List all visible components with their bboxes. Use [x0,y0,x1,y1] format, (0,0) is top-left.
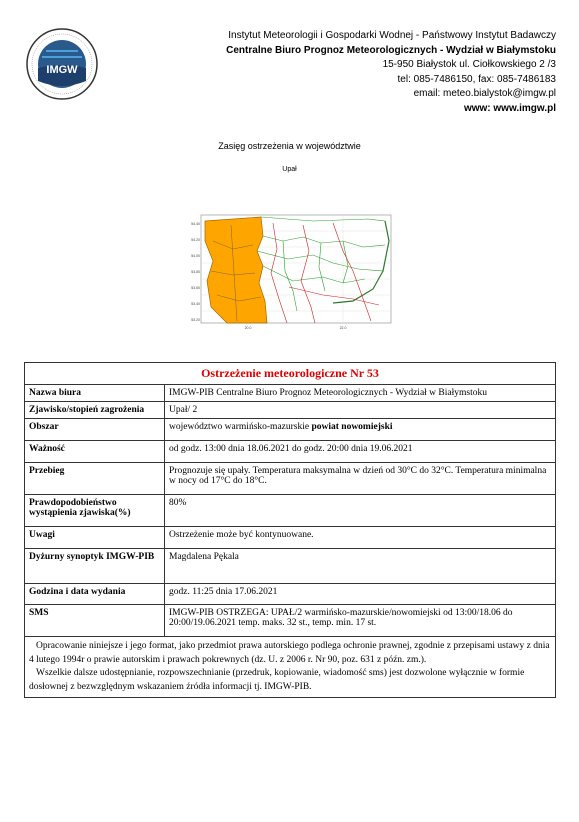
copyright-paragraph: Opracowanie niniejsze i jego format, jako przedmiot prawa autorskiego podlega ochronie prawnej, zgodnie z przepisami ustawy z dnia 4 lutego 1994r o prawie autorskim i prawach pokrewnych (dz. U. z 2006 r. Nr 90, poz. 631 z późn. zm.). [29,641,550,665]
row-label: Ważność [25,441,165,463]
lat-label: 53.40 [191,302,200,306]
row-value: od godz. 13:00 dnia 18.06.2021 do godz. 20:00 dnia 19.06.2021 [165,441,556,463]
table-row [25,385,556,402]
lat-label: 54.00 [191,254,200,258]
address: 15-950 Białystok ul. Ciołkowskiego 2 /3 [382,59,556,70]
phone-fax: tel: 085-7486150, fax: 085-7486183 [397,73,556,85]
office-name: Centralne Biuro Prognoz Meteorologicznych - Wydział w Białymstoku [226,44,556,56]
table-row [25,495,556,527]
institute-name: Instytut Meteorologii i Gospodarki Wodnej - Państwowy Instytut Badawczy [228,30,556,41]
row-value: Prognozuje się upały. Temperatura maksymalna w dzień od 30°C do 32°C. Temperatura minimalna w nocy od 17°C do 18°C. [165,463,556,495]
row-label: Uwagi [25,527,165,549]
row-value: IMGW-PIB OSTRZEGA: UPAŁ/2 warmińsko-mazurskie/nowomiejski od 13:00/18.06 do 20:00/19.06.2021 temp. maks. 32 st., temp. min. 17 st. [165,605,556,637]
website[interactable]: www: www.imgw.pl [463,102,556,114]
lat-label: 53.60 [191,286,200,290]
row-label: Obszar [25,419,165,441]
institute-header [226,29,556,116]
row-value: Upał/ 2 [165,402,556,419]
row-label: Nazwa biura [25,385,165,402]
lon-label: 20.0 [244,326,252,330]
row-value: 80% [165,495,556,527]
row-value: Ostrzeżenie może być kontynuowane. [165,527,556,549]
row-label: Prawdopodobieństwo wystąpienia zjawiska(%) [25,495,165,527]
table-row [25,584,556,605]
email[interactable]: email: meteo.bialystok@imgw.pl [413,88,556,99]
row-label: SMS [25,605,165,637]
row-value: godz. 11:25 dnia 17.06.2021 [165,584,556,605]
table-row [25,419,556,441]
lat-label: 54.40 [191,222,200,226]
table-row [25,549,556,584]
map-subtitle: Upał [282,166,297,173]
lat-label: 53.20 [191,318,200,322]
row-label: Dyżurny synoptyk IMGW-PIB [25,549,165,584]
row-label: Godzina i data wydania [25,584,165,605]
lat-label: 53.80 [191,270,200,274]
svg-text:IMGW: IMGW [46,64,78,76]
row-value: Magdalena Pękala [165,549,556,584]
row-value: IMGW-PIB Centralne Biuro Prognoz Meteorologicznych - Wydział w Białymstoku [165,385,556,402]
table-row [25,441,556,463]
table-row [25,463,556,495]
warning-map [193,211,395,333]
warning-title: Ostrzeżenie meteorologiczne Nr 53 [25,363,556,385]
table-row [25,527,556,549]
map-title: Zasięg ostrzeżenia w województwie [218,141,361,151]
table-row [25,605,556,637]
row-value: województwo warmińsko-mazurskie powiat nowomiejski [165,419,556,441]
row-label: Zjawisko/stopień zagrożenia [25,402,165,419]
row-label: Przebieg [25,463,165,495]
lat-label: 54.20 [191,238,200,242]
table-row [25,402,556,419]
lon-label: 22.0 [339,326,347,330]
imgw-logo [24,21,100,107]
warning-table [24,362,556,698]
redistribution-paragraph: Wszelkie dalsze udostępnianie, rozpowszechnianie (przedruk, kopiowanie, wiadomość sms) jest dozwolone wyłącznie w formie dosłownej z bezwzględnym wskazaniem źródła informacji tj. IMGW-PIB. [29,668,525,692]
copyright-note [25,637,556,698]
